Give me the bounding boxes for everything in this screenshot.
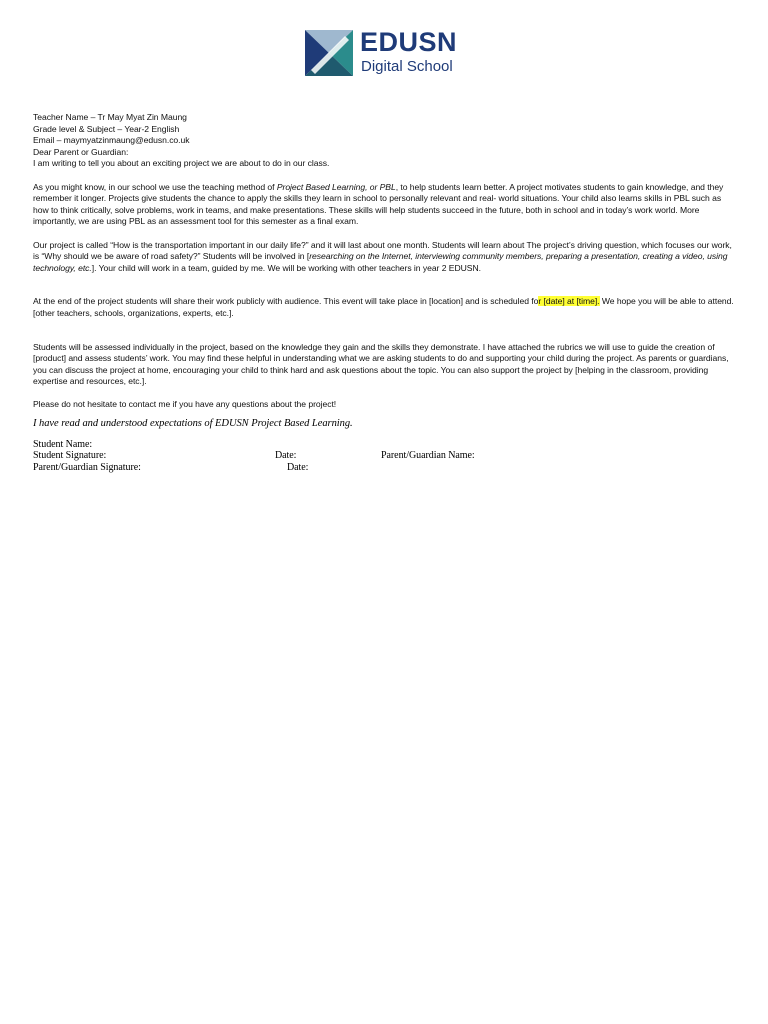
signature-form <box>33 439 738 473</box>
grade-subject: Grade level & Subject – Year-2 English <box>33 123 180 134</box>
paragraph-assessment: Students will be assessed individually in the project, based on the knowledge they gain and the skills they demonstrate. I have attached the rubrics we will use to guide the creation of [product] and assess students’ work. You may find these helpful in understanding what we are asking students to do and supporting your child during the project. As parents or guardians, you can discuss the project at home, encouraging your child to think hard and ask questions about the topic. You can also support the project by [helping in the classroom, providing expertise and resources, etc.]. <box>33 341 729 387</box>
paragraph-event-a: At the end of the project students will share their work publicly with audience. This event will take place in [location] and is scheduled fo <box>33 296 539 307</box>
parent-signature-label: Parent/Guardian Signature: <box>33 461 141 473</box>
logo-brand-text: EDUSN <box>360 27 458 57</box>
parent-date-label: Date: <box>287 461 309 473</box>
student-name-label: Student Name: <box>33 439 93 451</box>
paragraph-pbl-emphasis: Project Based Learning, or PBL <box>276 181 396 192</box>
intro-line: I am writing to tell you about an exciting project we are about to do in our class. <box>33 158 330 169</box>
salutation: Dear Parent or Guardian: <box>33 146 129 157</box>
paragraph-contact: Please do not hesitate to contact me if you have any questions about the project! <box>33 399 337 410</box>
paragraph-project-emphasis: researching on the Internet, interviewing community members, preparing a presentation, creating a video, using technology, etc. <box>33 251 728 273</box>
paragraph-project <box>33 240 738 275</box>
teacher-email: Email – maymyatzinmaung@edusn.co.uk <box>33 135 190 146</box>
letter-body <box>33 112 738 473</box>
logo-subtitle: Digital School <box>361 58 453 75</box>
parent-name-label: Parent/Guardian Name: <box>381 450 475 462</box>
student-date-label: Date: <box>275 450 297 462</box>
paragraph-event <box>33 296 738 319</box>
edusn-logo-mark-icon <box>305 30 353 76</box>
paragraph-pbl <box>33 182 738 228</box>
paragraph-pbl-a: As you might know, in our school we use the teaching method of <box>33 181 277 192</box>
teacher-name: Teacher Name – Tr May Myat Zin Maung <box>33 112 187 122</box>
paragraph-pbl-b: , to help students learn better. A project motivates students to gain knowledge, and they remember it longer. Projects give students the chance to apply the skills they learn in school to personally relevant and real- world situations. Your child also learns skills in PBL such as how to think critically, solve problems, work in teams, and make presentations. These skills will help students succeed in the future, both in school and in today’s work world. More importantly, we are using PBL as an assessment tool for this semester as a final exam. <box>33 181 724 227</box>
highlighted-date-time: r [date] at [time]. <box>538 296 600 307</box>
paragraph-event-b: We hope you will be able to attend. [other teachers, schools, organizations, experts, etc.]. <box>33 296 734 318</box>
paragraph-project-b: ]. Your child will work in a team, guided by me. We will be working with other teachers in year 2 EDUSN. <box>91 262 481 273</box>
edusn-logo <box>305 27 465 76</box>
student-signature-label: Student Signature: <box>33 450 107 462</box>
paragraph-project-a: Our project is called “How is the transportation important in our daily life?” and it will last about one month. Students will learn about The project’s driving question, which focuses our work, is “Why should we be aware of road safety?” Students will be involved in [ <box>33 239 732 262</box>
acknowledgement-statement: I have read and understood expectations of EDUSN Project Based Learning. <box>33 418 353 430</box>
